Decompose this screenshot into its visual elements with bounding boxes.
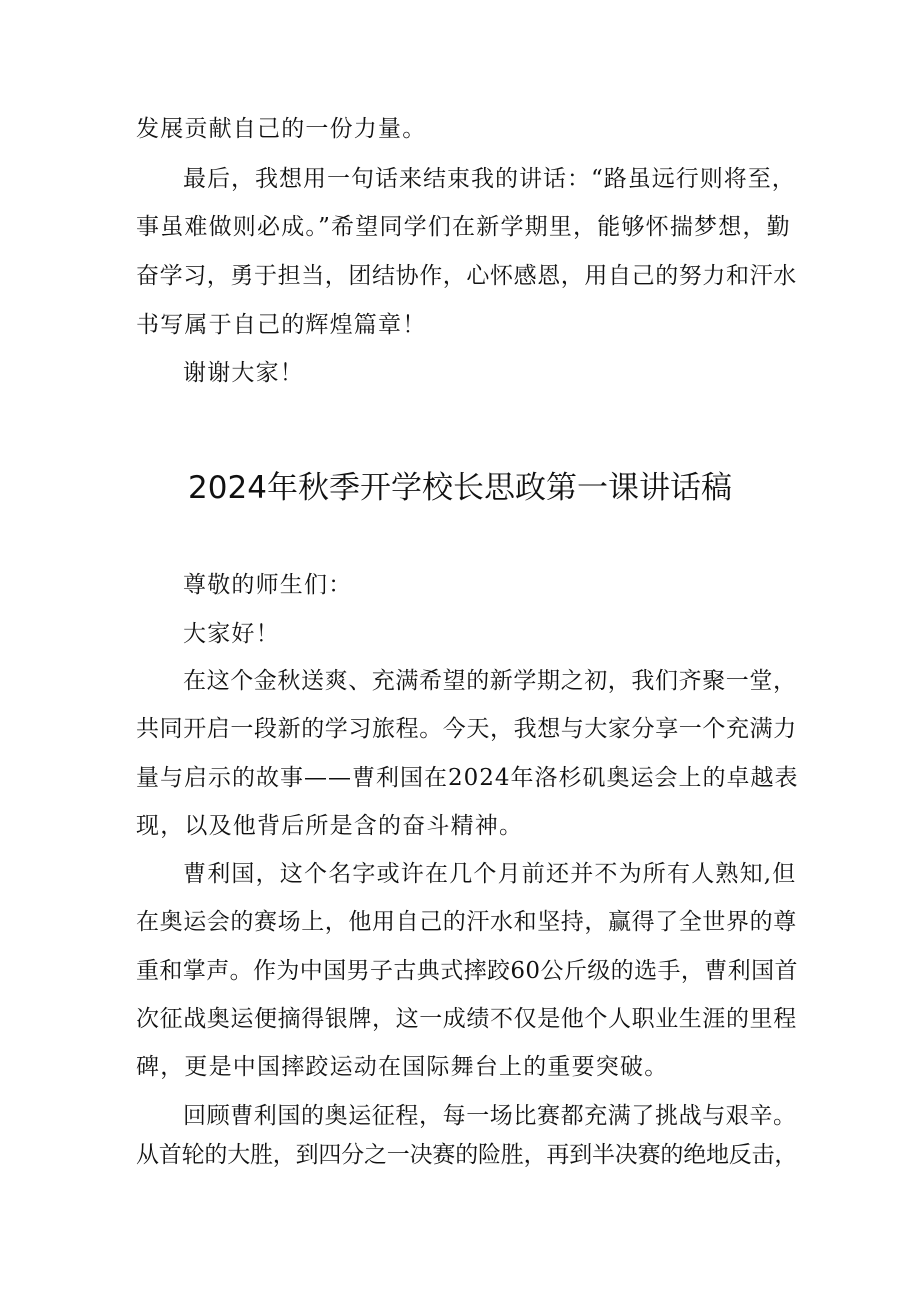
text-line: 在奥运会的赛场上，他用自己的汗水和坚持，赢得了全世界的尊 xyxy=(136,909,797,935)
text-line: 事虽难做则必成。”希望同学们在新学期里，能够怀揣梦想，勤 xyxy=(136,214,791,240)
greeting: 大家好！ xyxy=(183,621,280,647)
text-line: 在这个金秋送爽、充满希望的新学期之初，我们齐聚一堂， xyxy=(183,668,797,694)
text-line: 曹利国，这个名字或许在几个月前还并不为所有人熟知,但 xyxy=(183,861,797,887)
text-line: 量与启示的故事——曹利国在2024年洛杉矶奥运会上的卓越表 xyxy=(136,765,799,791)
text-line: 次征战奥运便摘得银牌，这一成绩不仅是他个人职业生涯的里程 xyxy=(136,1006,797,1032)
text-line: 回顾曹利国的奥运征程，每一场比赛都充满了挑战与艰辛。 xyxy=(183,1103,797,1129)
text-line: 发展贡献自己的一份力量。 xyxy=(136,116,427,142)
text-line: 重和掌声。作为中国男子古典式摔跤60公斤级的选手，曹利国首 xyxy=(136,958,798,984)
text-line: 碑，更是中国摔跤运动在国际舞台上的重要突破。 xyxy=(136,1054,669,1080)
text-line: 现，以及他背后所是含的奋斗精神。 xyxy=(136,813,524,839)
text-line: 谢谢大家！ xyxy=(183,360,304,386)
document-title: 2024年秋季开学校长思政第一课讲话稿 xyxy=(188,470,732,506)
salutation: 尊敬的师生们： xyxy=(183,572,353,598)
text-line: 共同开启一段新的学习旅程。今天，我想与大家分享一个充满力 xyxy=(136,716,797,742)
text-line: 最后，我想用一句话来结束我的讲话：“路虽远行则将至， xyxy=(183,166,796,192)
text-line: 书写属于自己的辉煌篇章！ xyxy=(136,312,427,338)
text-line: 奋学习，勇于担当，团结协作，心怀感恩，用自己的努力和汗水 xyxy=(136,263,797,289)
text-line: 从首轮的大胜，到四分之一决赛的险胜，再到半决赛的绝地反击， xyxy=(136,1142,798,1168)
